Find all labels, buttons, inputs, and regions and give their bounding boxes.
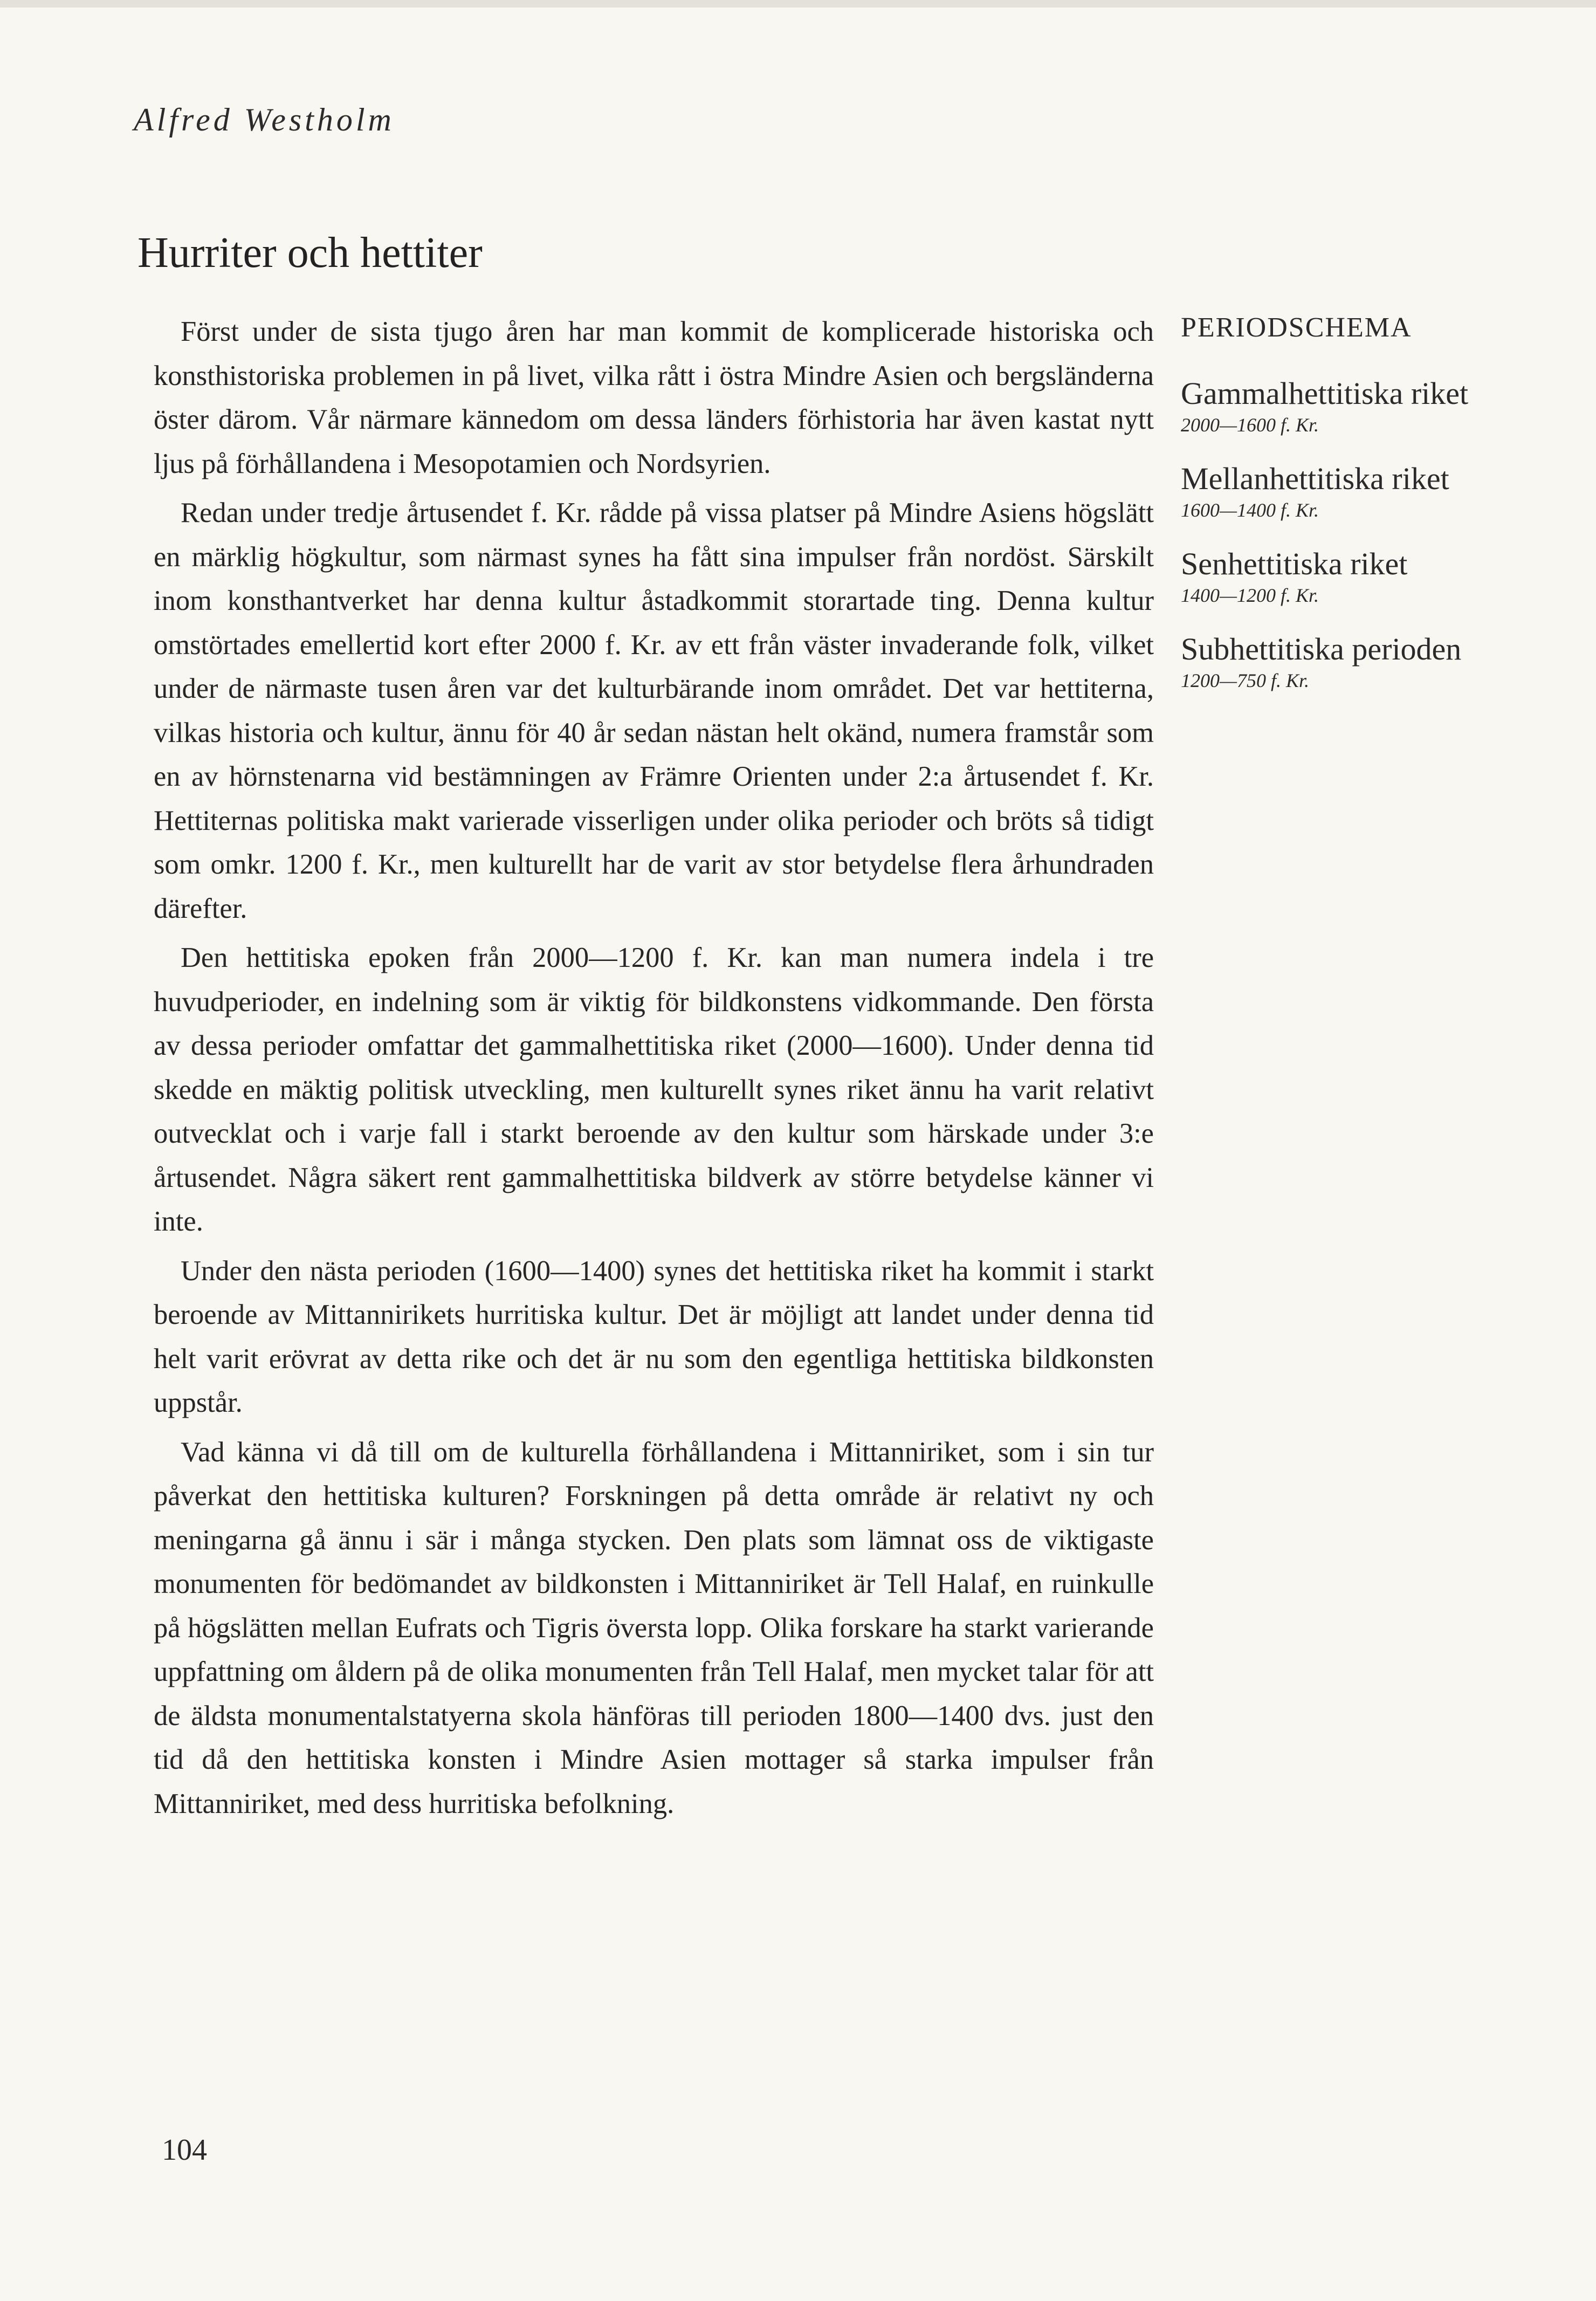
period-name: Senhettitiska riket: [1181, 546, 1408, 581]
page-number: 104: [162, 2133, 207, 2167]
paragraph: Vad känna vi då till om de kulturella förhållandena i Mittanniriket, som i sin tur påverkat den hettitiska kulturen? Forskningen på detta område är relativt ny och meningarna gå ännu i sär i många stycken. Den plats som lämnat oss de viktigaste monumenten för bedömandet av bildkonsten i Mittanniriket är Tell Halaf, en ruinkulle på högslätten mellan Eufrats och Tigris översta lopp. Olika forskare ha starkt varierande uppfattning om åldern på de olika monumenten från Tell Halaf, men mycket talar för att de äldsta monumentalstatyerna skola hänföras till perioden 1800—1400 dvs. just den tid då den hettitiska konsten i Mindre Asien mottager så starka impulser från Mittanniriket, med dess hurritiska befolkning.: [154, 1436, 1154, 1819]
running-head: Alfred Westholm: [134, 102, 395, 138]
period-schema-sidebar: [1181, 312, 1537, 717]
paragraph: Först under de sista tjugo åren har man kommit de komplicerade historiska och konsthistoriska problemen in på livet, vilka rått i östra Mindre Asien och bergsländerna öster därom. Vår närmare kännedom om dessa länders förhistoria har även kastat nytt ljus på förhållandena i Mesopotamien och Nordsyrien.: [154, 316, 1154, 479]
period-name: Subhettitiska perioden: [1181, 631, 1462, 667]
paragraph: Redan under tredje årtusendet f. Kr. rådde på vissa platser på Mindre Asiens högslätt en märklig högkultur, som närmast synes ha fått sina impulser från nordöst. Särskilt inom konsthantverket har denna kultur åstadkommit storartade ting. Denna kultur omstörtades emellertid kort efter 2000 f. Kr. av ett från väster invaderande folk, vilket under de närmaste tusen åren var det kulturbärande inom området. Det var hettiterna, vilkas historia och kultur, ännu för 40 år sedan nästan helt okänd, numera framstår som en av hörnstenarna vid bestämningen av Främre Orienten under 2:a årtusendet f. Kr. Hettiternas politiska makt varierade visserligen under olika perioder och bröts så tidigt som omkr. 1200 f. Kr., men kulturellt har de varit av stor betydelse flera århundraden därefter.: [154, 497, 1154, 924]
period-name: Gammalhettitiska riket: [1181, 376, 1469, 411]
period-dates: 2000—1600 f. Kr.: [1181, 414, 1319, 436]
period-entry: [1181, 376, 1537, 438]
body-text: [154, 310, 1154, 1831]
period-dates: 1400—1200 f. Kr.: [1181, 585, 1319, 606]
chapter-title: Hurriter och hettiter: [137, 229, 483, 277]
paragraph: Den hettitiska epoken från 2000—1200 f. Kr. kan man numera indela i tre huvudperioder, en indelning som är viktig för bildkonstens vidkommande. Den första av dessa perioder omfattar det gammalhettitiska riket (2000—1600). Under denna tid skedde en mäktig politisk utveckling, men kulturellt synes riket ännu ha varit relativt outvecklat och i varje fall i starkt beroende av den kultur som härskade under 3:e årtusendet. Några säkert rent gammalhettitiska bildverk av större betydelse känner vi inte.: [154, 942, 1154, 1237]
period-dates: 1600—1400 f. Kr.: [1181, 499, 1319, 521]
period-entry: [1181, 546, 1537, 609]
period-dates: 1200—750 f. Kr.: [1181, 670, 1310, 691]
period-entry: [1181, 631, 1537, 694]
sidebar-heading: PERIODSCHEMA: [1181, 312, 1412, 343]
paragraph: Under den nästa perioden (1600—1400) synes det hettitiska riket ha kommit i starkt beroende av Mittannirikets hurritiska kultur. Det är möjligt att landet under denna tid helt varit erövrat av detta rike och det är nu som den egentliga hettitiska bildkonsten uppstår.: [154, 1255, 1154, 1418]
period-entry: [1181, 461, 1537, 524]
period-name: Mellanhettitiska riket: [1181, 461, 1449, 496]
page-top-edge: [0, 0, 1596, 8]
